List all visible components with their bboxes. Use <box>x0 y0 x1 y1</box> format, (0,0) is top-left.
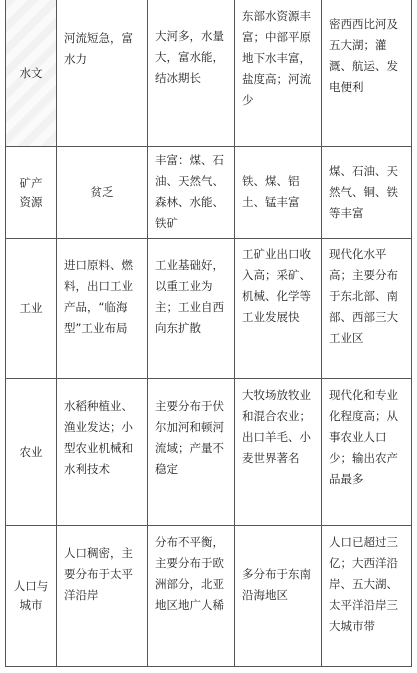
table-cell: 现代化和专业化程度高；从事农业人口少；输出农产品最多 <box>329 388 398 486</box>
row-header-agriculture: 农业 <box>19 444 43 459</box>
table-cell: 分布不平衡，主要分布于欧洲部分，北亚地区地广人稀 <box>155 535 224 612</box>
table-cell: 贫乏 <box>90 185 114 199</box>
table-cell: 丰富：煤、石油、天然气、森林、水能、铁矿 <box>155 153 224 230</box>
row-header-hydrology: 水文 <box>19 65 43 80</box>
table-bottom-border <box>5 666 412 667</box>
table-cell: 进口原料、燃料，出口工业产品，“临海型”工业布局 <box>64 258 133 335</box>
row-header-minerals: 矿产资源 <box>19 175 43 209</box>
row-header-industry: 工业 <box>19 301 43 315</box>
table-cell: 水稻种植业、渔业发达；小型农业机械和水利技术 <box>64 399 133 476</box>
table-cell: 大牧场放牧业和混合农业；出口羊毛、小麦世界著名 <box>242 388 311 465</box>
table-cell: 铁、煤、铝土、锰丰富 <box>242 174 300 209</box>
table-cell: 现代化水平高；主要分布于东北部、南部、西部三大工业区 <box>329 247 398 345</box>
table-cell: 河流短急，富水力 <box>64 31 133 66</box>
table-right-border <box>411 0 412 667</box>
table-cell: 工矿业出口收入高；采矿、机械、化学等工业发展快 <box>242 247 311 324</box>
table-cell: 人口已超过三亿；大西洋沿岸、五大湖、太平洋沿岸三大城市带 <box>329 535 398 633</box>
table-cell: 人口稠密，主要分布于太平洋沿岸 <box>64 546 133 602</box>
row-header-population-cities: 人口与城市 <box>13 579 49 612</box>
table-cell: 工业基础好，以重工业为主；工业自西向东扩散 <box>155 258 224 335</box>
table-cell: 煤、石油、天然气、铜、铁等丰富 <box>329 164 398 220</box>
table-cell: 主要分布于伏尔加河和顿河流域；产量不稳定 <box>155 399 224 476</box>
table-cell: 多分布于东南沿海地区 <box>242 567 311 602</box>
table-cell: 大河多，水量大，富水能，结冰期长 <box>155 29 224 85</box>
table-cell: 东部水资源丰富；中部平原地下水丰富，盐度高；河流少 <box>242 9 311 107</box>
table-cell: 密西西比河及五大湖；灌溉、航运、发电便利 <box>329 17 398 94</box>
